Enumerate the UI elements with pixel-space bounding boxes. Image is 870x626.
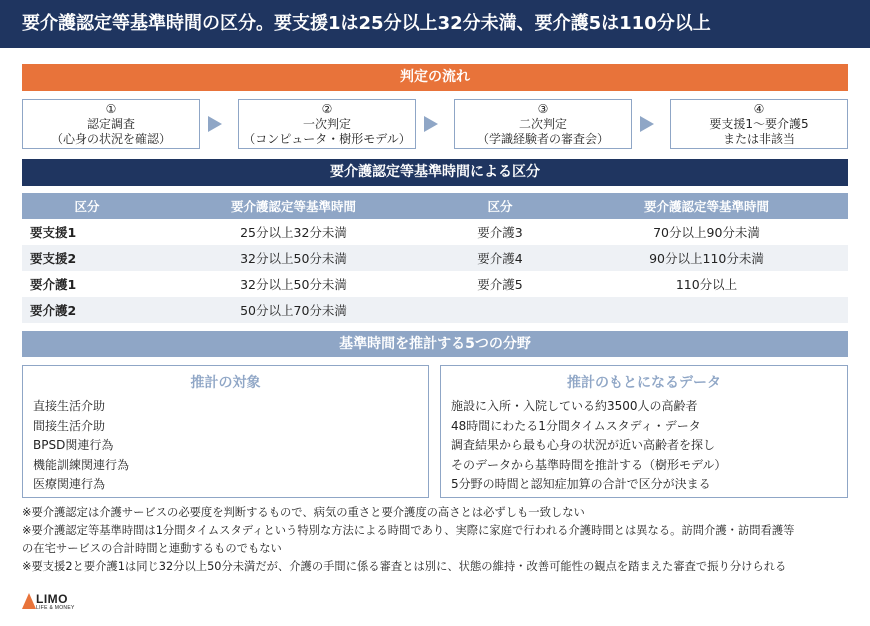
step-title: 認定調査 — [86, 117, 135, 131]
flow-heading: 判定の流れ — [22, 64, 848, 91]
table-cell: 32分以上50分未満 — [240, 277, 347, 292]
table-cell: 要介護4 — [435, 245, 565, 271]
list-item: BPSD関連行為 — [33, 438, 114, 452]
panel-title: 推計の対象 — [190, 375, 261, 391]
step-title: 二次判定 — [518, 117, 567, 131]
flow-step-1 — [22, 99, 200, 149]
table-row — [22, 245, 848, 271]
logo-name: LIMO — [36, 592, 68, 606]
flow-step-2 — [238, 99, 416, 149]
column-header: 要介護認定等基準時間 — [565, 193, 848, 219]
flow-steps — [22, 99, 848, 149]
table-cell: 要支援2 — [22, 245, 152, 271]
step-detail: （心身の状況を確認） — [50, 132, 171, 146]
table-cell: 50分以上70分未満 — [152, 297, 435, 323]
table-cell: 要支援1 — [30, 225, 77, 240]
list-item: 施設に入所・入院している約3500人の高齢者 — [451, 399, 698, 413]
table-cell: 90分以上110分未満 — [565, 245, 848, 271]
table-cell: 要介護1 — [30, 277, 77, 292]
table-row — [22, 271, 848, 297]
time-category-table — [22, 193, 848, 323]
step-title: 一次判定 — [302, 117, 351, 131]
table-cell: 要介護2 — [22, 297, 152, 323]
logo-tagline: LIFE & MONEY — [36, 605, 75, 611]
step-number: ① — [105, 102, 117, 116]
table-header-row — [22, 193, 848, 219]
list-item: 機能訓練関連行為 — [33, 457, 130, 472]
footnotes — [22, 504, 858, 576]
arrow-right-icon — [640, 116, 654, 132]
step-detail: または非該当 — [722, 132, 795, 146]
panel-title: 推計のもとになるデータ — [567, 375, 721, 391]
footnote: ※要介護認定は介護サービスの必要度を判断するもので、病気の重さと要介護度の高さとは必ずしも一致しない — [22, 506, 585, 519]
flow-step-4 — [670, 99, 848, 149]
footnote: ※要介護認定等基準時間は1分間タイムスタディという特別な方法による時間であり、実際に家庭で行われる介護時間とは異なる。訪問介護・訪問看護等 — [22, 524, 795, 537]
list-item: 間接生活介助 — [33, 418, 106, 433]
step-number: ③ — [537, 102, 549, 116]
column-header: 要介護認定等基準時間 — [152, 193, 435, 219]
table-cell: 要介護3 — [477, 225, 523, 240]
table-cell: 110分以上 — [675, 277, 738, 292]
step-number: ② — [321, 102, 333, 116]
table-heading: 要介護認定等基準時間による区分 — [22, 159, 848, 186]
step-detail: （学識経験者の審査会） — [476, 132, 609, 146]
arrow-right-icon — [208, 116, 222, 132]
column-header: 区分 — [22, 193, 152, 219]
footnote: の在宅サービスの合計時間と連動するものでもない — [22, 542, 282, 555]
column-header: 区分 — [435, 193, 565, 219]
table-row — [22, 297, 848, 323]
table-cell: 25分以上32分未満 — [240, 225, 347, 240]
step-detail: （コンピュータ・樹形モデル） — [243, 132, 411, 146]
estimate-heading: 基準時間を推計する5つの分野 — [22, 331, 848, 357]
list-item: 5分野の時間と認知症加算の合計で区分が決まる — [451, 477, 711, 491]
list-item: 直接生活介助 — [33, 399, 106, 413]
table-row — [22, 219, 848, 245]
page-title: 要介護認定等基準時間の区分。要支援1は25分以上32分未満、要介護5は110分以上 — [0, 0, 870, 48]
step-number: ④ — [753, 102, 765, 116]
footnote: ※要支援2と要介護1は同じ32分以上50分未満だが、介護の手間に係る審査とは別に、状態の維持・改善可能性の観点を踏まえた審査で振り分けられる — [22, 560, 787, 573]
flame-icon — [22, 593, 36, 609]
step-title: 要支援1〜要介護5 — [709, 117, 809, 131]
table-cell: 70分以上90分未満 — [653, 225, 760, 240]
estimate-target-panel — [22, 365, 429, 498]
arrow-right-icon — [424, 116, 438, 132]
table-cell: 要介護5 — [477, 277, 523, 292]
flow-step-3 — [454, 99, 632, 149]
list-item: 調査結果から最も心身の状況が近い高齢者を探し — [451, 438, 716, 452]
list-item: 48時間にわたる1分間タイムスタディ・データ — [451, 418, 701, 433]
list-item: 医療関連行為 — [33, 477, 106, 491]
estimate-data-panel — [440, 365, 848, 498]
table-cell — [565, 297, 848, 323]
limo-logo — [22, 591, 112, 615]
table-cell: 32分以上50分未満 — [152, 245, 435, 271]
list-item: そのデータから基準時間を推計する（樹形モデル） — [451, 457, 727, 472]
table-cell — [435, 297, 565, 323]
